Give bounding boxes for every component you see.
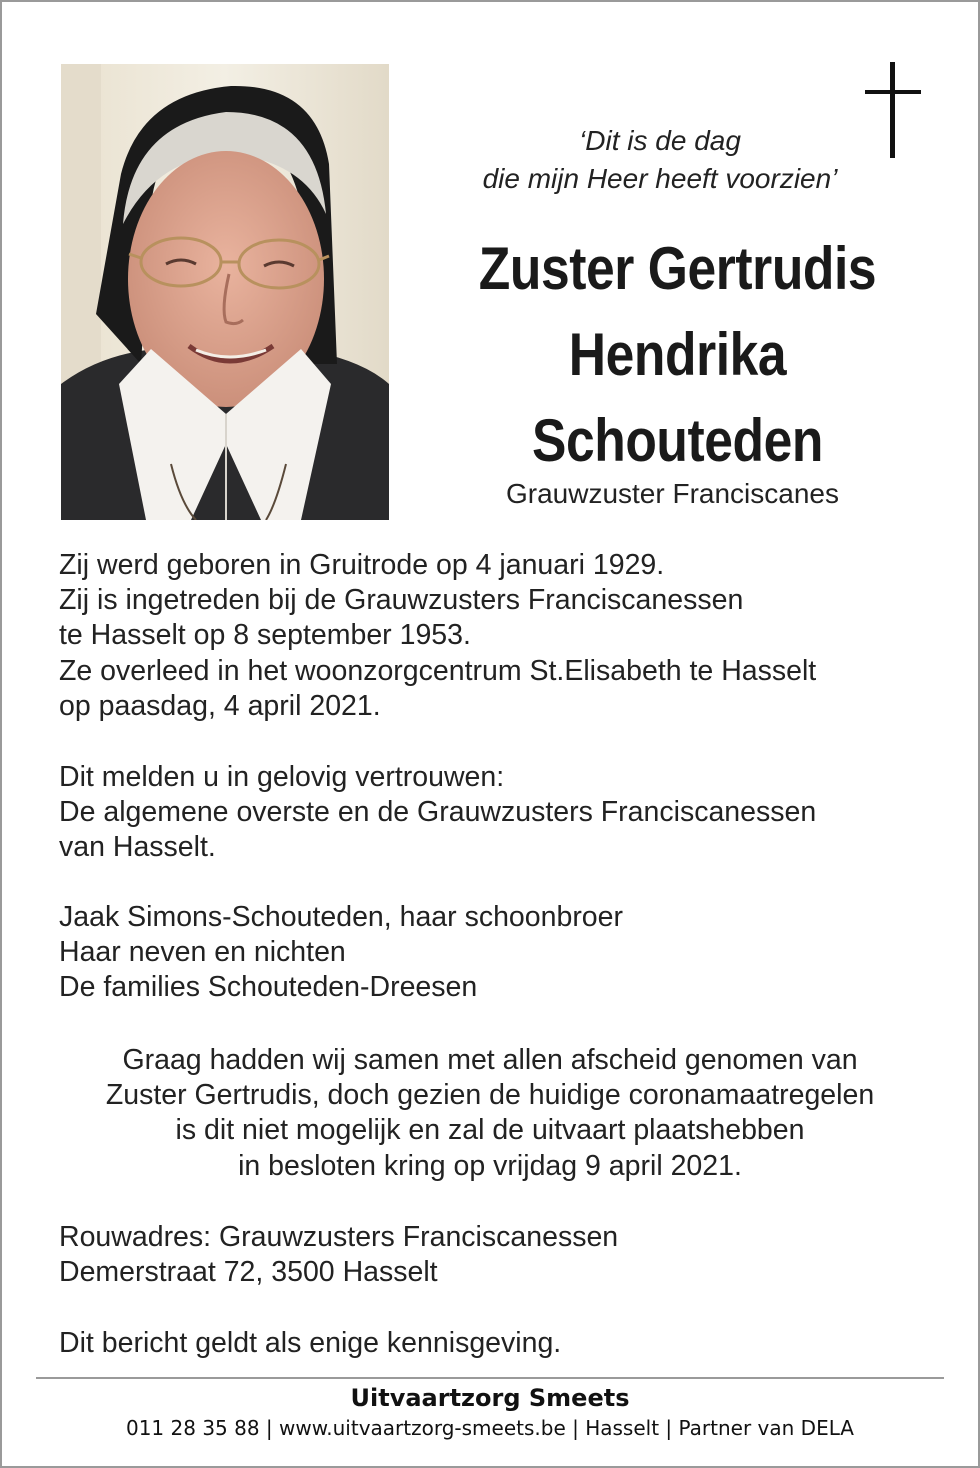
name-line: Hendrika xyxy=(568,321,787,388)
religious-order: Grauwzuster Franciscanes xyxy=(505,478,839,509)
text-line: in besloten kring op vrijdag 9 april 2021. xyxy=(238,1149,742,1182)
portrait-photo xyxy=(61,64,389,520)
quote-line: die mijn Heer heeft voorzien’ xyxy=(482,163,838,194)
text-line: Dit bericht geldt als enige kennisgeving. xyxy=(59,1327,562,1359)
name-line: Zuster Gertrudis xyxy=(478,235,877,302)
bible-quote xyxy=(440,122,880,198)
mourning-address xyxy=(59,1220,939,1290)
text-line: op paasdag, 4 april 2021. xyxy=(59,689,381,722)
deceased-name xyxy=(456,226,899,484)
name-line: Schouteden xyxy=(531,407,823,474)
notice-line xyxy=(59,1326,939,1361)
announcers-paragraph xyxy=(59,760,939,866)
text-line: te Hasselt op 8 september 1953. xyxy=(59,619,471,652)
text-line: De families Schouteden-Dreesen xyxy=(59,971,478,1004)
birth-paragraph xyxy=(59,548,939,724)
text-line: Zij is ingetreden bij de Grauwzusters Franciscanessen xyxy=(59,584,744,617)
text-line: Graag hadden wij samen met allen afscheid genomen van xyxy=(122,1044,858,1076)
text-line: De algemene overste en de Grauwzusters Franciscanessen xyxy=(59,796,817,829)
text-line: van Hasselt. xyxy=(59,831,216,864)
funeral-company-name: Uitvaartzorg Smeets xyxy=(350,1384,630,1412)
text-line: Haar neven en nichten xyxy=(59,936,346,969)
family-paragraph xyxy=(59,900,939,1006)
quote-line: ‘Dit is de dag xyxy=(579,125,741,156)
text-line: Rouwadres: Grauwzusters Franciscanessen xyxy=(59,1221,619,1253)
text-line: Jaak Simons-Schouteden, haar schoonbroer xyxy=(59,901,624,933)
footer-divider xyxy=(36,1377,944,1379)
text-line: Demerstraat 72, 3500 Hasselt xyxy=(59,1256,438,1289)
text-line: Dit melden u in gelovig vertrouwen: xyxy=(59,761,505,793)
funeral-note xyxy=(40,1043,940,1184)
text-line: is dit niet mogelijk en zal de uitvaart plaatshebben xyxy=(175,1114,805,1147)
text-line: Zuster Gertrudis, doch gezien de huidige coronamaatregelen xyxy=(105,1079,875,1112)
text-line: Zij werd geboren in Gruitrode op 4 januari 1929. xyxy=(59,549,665,581)
text-line: Ze overleed in het woonzorgcentrum St.Elisabeth te Hasselt xyxy=(59,654,817,687)
funeral-company-info: 011 28 35 88 | www.uitvaartzorg-smeets.be | Hasselt | Partner van DELA xyxy=(125,1416,854,1440)
